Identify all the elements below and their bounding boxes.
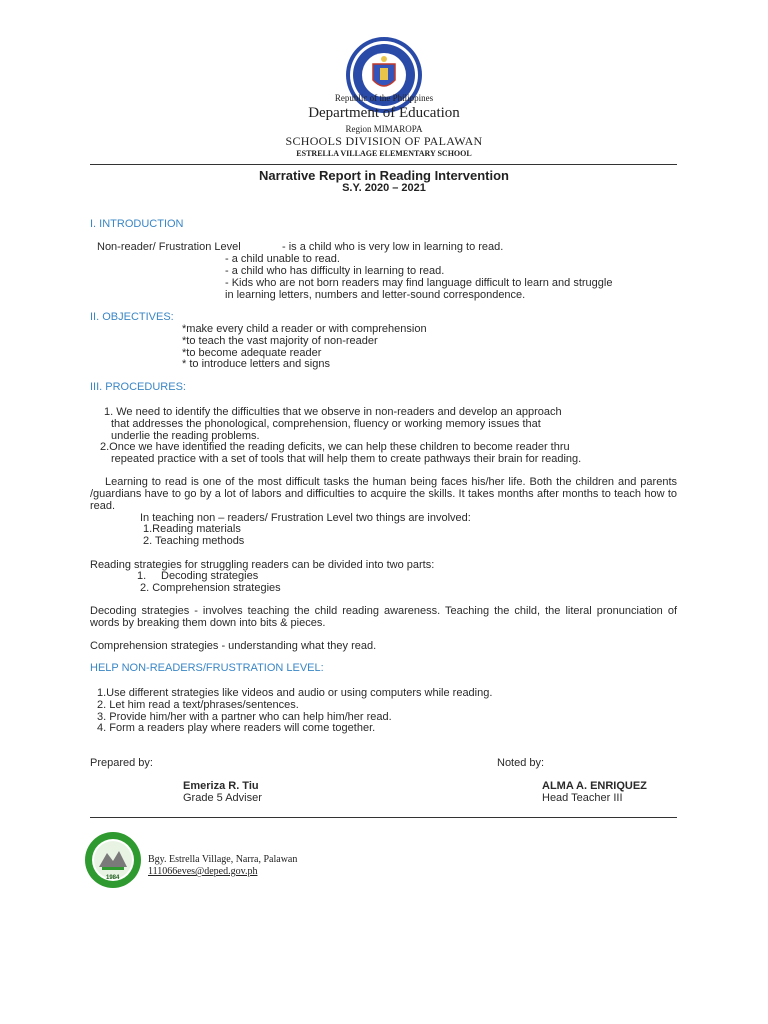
prepared-by-label: Prepared by: (90, 757, 153, 769)
procedure-1a: 1. We need to identify the difficulties that we observe in non-readers and develop an approach (104, 406, 562, 418)
help-item: 4. Form a readers play where readers will come together. (97, 722, 376, 734)
procedure-2b: repeated practice with a set of tools that will help them to create pathways their brain for reading. (111, 453, 582, 465)
footer-address: Bgy. Estrella Village, Narra, Palawan (148, 854, 298, 865)
noted-name: ALMA A. ENRIQUEZ (542, 780, 647, 792)
section-objectives-heading: II. OBJECTIVES: (90, 311, 174, 323)
intro-def-3: - a child who has difficulty in learning to read. (225, 265, 445, 277)
help-item: 2. Let him read a text/phrases/sentences. (97, 699, 299, 711)
comprehension-definition: Comprehension strategies - understanding what they read. (90, 640, 377, 652)
footer-email[interactable]: 111066eves@deped.gov.ph (148, 866, 258, 877)
prepared-title: Grade 5 Adviser (183, 792, 262, 804)
footer-divider (90, 817, 677, 818)
intro-def-1: - is a child who is very low in learning to read. (282, 241, 504, 253)
involved-item: 1.Reading materials (143, 523, 241, 535)
header-divider (90, 164, 677, 165)
school-year: S.Y. 2020 – 2021 (342, 182, 426, 194)
noted-title: Head Teacher III (542, 792, 623, 804)
noted-by-label: Noted by: (497, 757, 545, 769)
section-procedures-heading: III. PROCEDURES: (90, 381, 186, 393)
objective-item: *to teach the vast majority of non-reader (182, 335, 378, 347)
strategy-2: 2. Comprehension strategies (140, 582, 281, 594)
department-title: Department of Education (308, 105, 460, 121)
involved-intro: In teaching non – readers/ Frustration Level two things are involved: (140, 512, 471, 524)
procedure-1c: underlie the reading problems. (111, 430, 260, 442)
decoding-definition: Decoding strategies - involves teaching the child reading awareness. Teaching the child, the literal pronunciation of words by breaking them down into bits & pieces. (90, 605, 677, 629)
learning-paragraph: Learning to read is one of the most difficult tasks the human being faces his/her life. Both the children and parents /guardians have to go by a lot of labors and difficulties to acquire the skills. It takes months after months to teach how to read. (90, 476, 677, 512)
strategies-intro: Reading strategies for struggling readers can be divided into two parts: (90, 559, 435, 571)
school-name: ESTRELLA VILLAGE ELEMENTARY SCHOOL (296, 149, 472, 158)
objective-item: *make every child a reader or with comprehension (182, 323, 427, 335)
strategy-1: Decoding strategies (161, 570, 259, 582)
procedure-2a: 2.Once we have identified the reading deficits, we can help these children to become reader thru (100, 441, 570, 453)
strategy-1-number: 1. (137, 570, 147, 582)
intro-def-2: - a child unable to read. (225, 253, 340, 265)
procedure-1b: that addresses the phonological, comprehension, fluency or working memory issues that (111, 418, 541, 430)
intro-term: Non-reader/ Frustration Level (97, 241, 241, 253)
division-text: SCHOOLS DIVISION OF PALAWAN (285, 134, 483, 148)
intro-def-4b: in learning letters, numbers and letter-sound correspondence. (225, 289, 526, 301)
school-logo-year: 1984 (106, 875, 120, 881)
objective-item: * to introduce letters and signs (182, 358, 330, 370)
intro-def-4a: - Kids who are not born readers may find language difficult to learn and struggle (225, 277, 613, 289)
prepared-name: Emeriza R. Tiu (183, 780, 259, 792)
republic-text: Republic of the Philippines (334, 93, 434, 103)
objective-item: *to become adequate reader (182, 347, 322, 359)
section-introduction-heading: I. INTRODUCTION (90, 218, 184, 230)
involved-item: 2. Teaching methods (143, 535, 245, 547)
region-text: Region MIMAROPA (345, 124, 423, 134)
report-title: Narrative Report in Reading Intervention (259, 168, 509, 183)
help-item: 3. Provide him/her with a partner who can help him/her read. (97, 711, 392, 723)
help-item: 1.Use different strategies like videos and audio or using computers while reading. (97, 687, 493, 699)
section-help-heading: HELP NON-READERS/FRUSTRATION LEVEL: (90, 662, 324, 674)
